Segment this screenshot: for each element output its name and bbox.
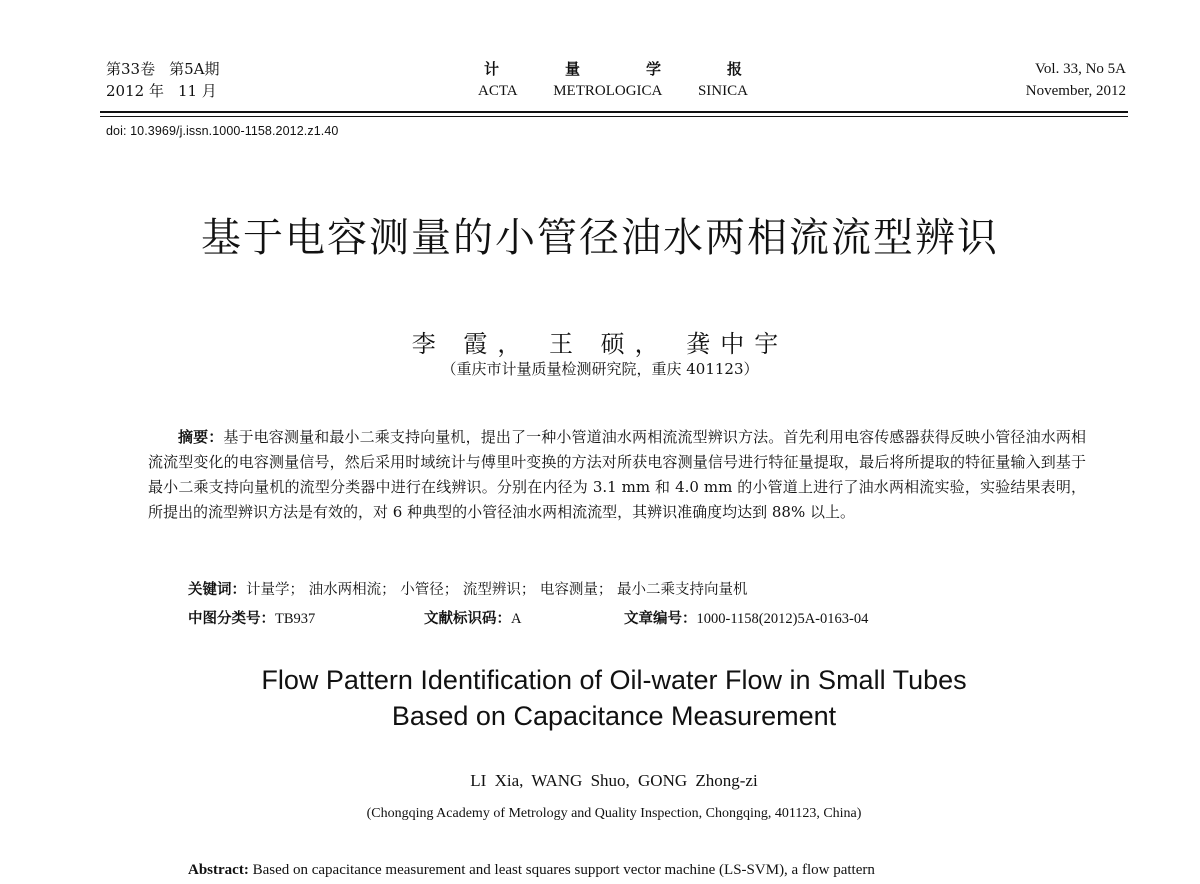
doc-code-label: 文献标识码： [424,610,511,627]
title-cn: 基于电容测量的小管径油水两相流流型辨识 [201,215,999,261]
journal-name-block [478,58,748,102]
article-number-label: 文章编号： [624,610,697,627]
abstract-cn-text: 基于电容测量和最小二乘支持向量机，提出了一种小管道油水两相流流型辨识方法。首先利用电容传感器获得反映小管径油水两相流流型变化的电容测量信号，然后采用时域统计与傅里叶变换的方法对所获电容测量信号进行特征量提取，最后将所提取的特征量输入到基于最小二乘支持向量机的流型分类器中进行在线辨识。分别在内径为 3.1 mm 和 4.0 mm 的小管道上进行了油水两相流实验，实验结果表明，所提出的流型辨识方法是有效的，对 6 种典型的小管径油水两相流流型，其辨识准确度均达到 88% 以上。 [148,428,1086,521]
doc-code-value: A [511,611,522,627]
journal-en-word: METROLOGICA [553,83,663,99]
keywords-text: 计量学； 油水两相流； 小管径； 流型辨识； 电容测量； 最小二乘支持向量机 [246,582,748,598]
doi-line: doi: 10.3969/j.issn.1000-1158.2012.z1.40 [106,124,339,138]
title-en-line2: Based on Capacitance Measurement [391,701,837,731]
date-en: November, 2012 [1025,83,1126,99]
header-rule-thin [100,116,1128,117]
abstract-en-label: Abstract: [188,862,249,878]
title-en [0,662,1200,734]
clc-value: TB937 [275,611,316,627]
month-cn: 11 月 [177,82,217,100]
affiliation-en: (Chongqing Academy of Metrology and Quality Inspection, Chongqing, 401123, China) [366,806,862,821]
volume-date-en-block [1026,58,1126,102]
abstract-cn-label: 摘要： [178,428,224,446]
title-en-line1: Flow Pattern Identification of Oil-water Flow in Small Tubes [261,665,967,695]
issue-cn: 第5A期 [169,60,220,78]
journal-cn-char: 学 [645,60,661,78]
journal-cn-char: 量 [564,60,580,78]
header-rule-thick [100,111,1128,113]
classification-line [188,607,868,628]
clc-item [188,607,424,628]
keywords-label: 关键词： [188,581,246,598]
journal-cn-char: 报 [726,60,742,78]
affiliation-cn: （重庆市计量质量检测研究院，重庆 401123） [441,360,759,378]
journal-en-word: SINICA [697,83,748,99]
journal-cn-char: 计 [484,60,500,78]
volume-cn: 第33卷 [106,60,156,78]
year-cn: 2012 年 [106,82,164,100]
abstract-en-text: Based on capacitance measurement and least squares support vector machine (LS-SVM), a flow pattern [252,862,875,878]
abstract-cn [148,425,1086,525]
clc-label: 中图分类号： [188,610,275,627]
volume-en: Vol. 33, No 5A [1035,61,1126,77]
journal-en-word: ACTA [478,83,518,99]
volume-issue-block [106,58,219,102]
keywords-cn [188,578,748,599]
authors-cn: 李 霞， 王 硕， 龚中宇 [411,330,789,358]
doc-code-item [424,607,624,628]
article-number-value: 1000-1158(2012)5A-0163-04 [696,611,869,627]
article-number-item [624,607,868,628]
authors-en: LI Xia, WANG Shuo, GONG Zhong-zi [470,771,758,790]
abstract-en [188,862,1128,879]
